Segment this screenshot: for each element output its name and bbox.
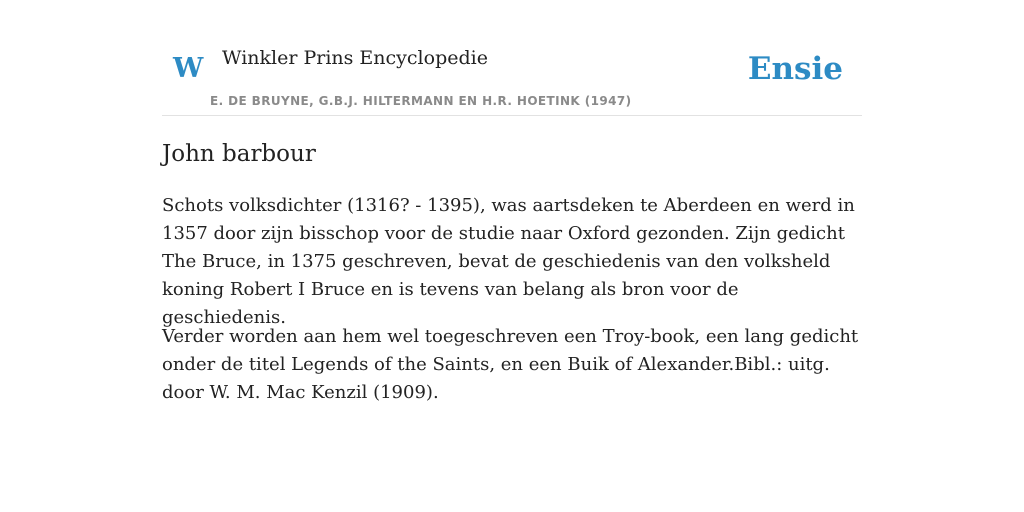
article-title: John barbour [162,141,316,167]
article-paragraph-2: Verder worden aan hem wel toegeschreven een Troy-book, een lang gedicht onder de titel Legends of the Saints, en een Buik of Alexander.Bibl.: uitg. door W. M. Mac Kenzil (1909). [162,326,859,403]
ensie-brand-link[interactable]: Ensie [747,51,843,87]
source-authors: E. DE BRUYNE, G.B.J. HILTERMANN EN H.R. HOETINK (1947) [210,94,632,108]
source-header [162,0,862,116]
article-paragraph-1: Schots volksdichter (1316? - 1395), was aartsdeken te Aberdeen en werd in 1357 door zijn bisschop voor de studie naar Oxford gezonden. Zijn gedicht The Bruce, in 1375 geschreven, bevat de geschiedenis van den volksheld koning Robert I Bruce en is tevens van belang als bron voor de geschiedenis. [162,195,855,328]
page-container [162,0,862,403]
source-title[interactable]: Winkler Prins Encyclopedie [222,47,488,69]
winkler-prins-logo-icon[interactable]: W [173,53,204,84]
